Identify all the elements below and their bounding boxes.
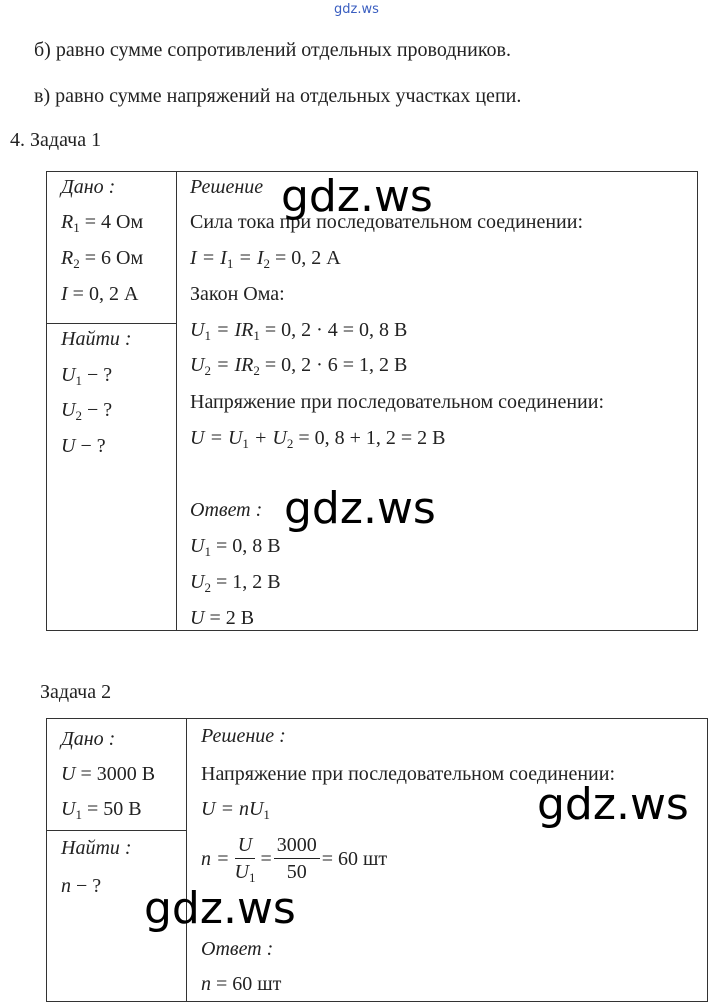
task2-answer-label: Ответ : <box>201 938 274 960</box>
task1-solution-label: Решение <box>190 176 264 198</box>
task1-voltage-text: Напряжение при последовательном соединении: <box>190 391 605 413</box>
task2-solution-label: Решение : <box>201 725 286 747</box>
task1-u-formula: $U = U_1 + U_2 = 0$, 8 + 1, 2 = 2 В <box>190 427 446 451</box>
watermark-1: gdz.ws <box>281 171 433 222</box>
task1-answer-u: U = 2 В <box>190 607 255 629</box>
task2-given-u: U = 3000 В <box>61 763 156 785</box>
task2-column-divider <box>186 718 187 1002</box>
task1-find-u: U − ? <box>61 435 106 457</box>
task1-answer-u2: $U_2 = 1$, 2 В <box>190 571 281 595</box>
task2-given-label: Дано : <box>61 728 116 750</box>
task2-given-u1: $U_1 = 50$ В <box>61 798 142 822</box>
top-watermark: gdz.ws <box>334 2 379 17</box>
task1-find-u1: $U_1$ − ? <box>61 364 113 388</box>
task2-answer-n: n = 60 шт <box>201 973 282 995</box>
task2-heading: Задача 2 <box>40 681 112 703</box>
task1-column-divider <box>176 171 177 631</box>
task1-given-label: Дано : <box>61 176 116 198</box>
task1-u1-formula: $U_1 = IR_1 = 0$, 2 · 4 = 0, 8 В <box>190 319 408 343</box>
option-v-text: в) равно сумме напряжений на отдельных участках цепи. <box>34 85 522 107</box>
task1-find-label: Найти : <box>61 328 132 350</box>
task1-u2-formula: $U_2 = IR_2 = 0$, 2 · 6 = 1, 2 В <box>190 354 408 378</box>
watermark-4: gdz.ws <box>144 883 296 934</box>
task2-find-label: Найти : <box>61 837 132 859</box>
task1-current-formula: $I = I_1 = I_2 = 0$, 2 А <box>190 247 341 271</box>
task1-ohm-text: Закон Ома: <box>190 283 285 305</box>
fraction-3000-over-50: $\frac{3000}{50}$ <box>274 832 320 885</box>
task1-given-i: I = 0, 2 А <box>61 283 139 305</box>
task2-voltage-text: Напряжение при последовательном соединении: <box>201 763 616 785</box>
task1-given-find-divider <box>46 323 177 324</box>
task1-heading: 4. Задача 1 <box>10 129 102 151</box>
task1-answer-u1: $U_1 = 0$, 8 В <box>190 535 281 559</box>
task1-given-r2: $R_2 = 6$ Ом <box>61 247 144 271</box>
task2-n-formula: n = $\frac{U}{U_1}$ = $\frac{3000}{50}$ = 60 шт <box>201 834 388 885</box>
fraction-u-over-u1: $\frac{U}{U_1}$ <box>234 834 256 885</box>
task1-find-u2: $U_2$ − ? <box>61 399 113 423</box>
option-b-text: б) равно сумме сопротивлений отдельных проводников. <box>34 39 511 61</box>
watermark-2: gdz.ws <box>284 483 436 534</box>
task1-current-text: Сила тока при последовательном соединении: <box>190 211 584 233</box>
watermark-3: gdz.ws <box>537 779 689 830</box>
task2-find-n: n − ? <box>61 875 102 897</box>
task1-given-r1: $R_1 = 4$ Ом <box>61 211 144 235</box>
task2-given-find-divider <box>46 830 187 831</box>
task2-u-formula: $U = nU_1$ <box>201 798 270 822</box>
task1-answer-label: Ответ : <box>190 499 263 521</box>
